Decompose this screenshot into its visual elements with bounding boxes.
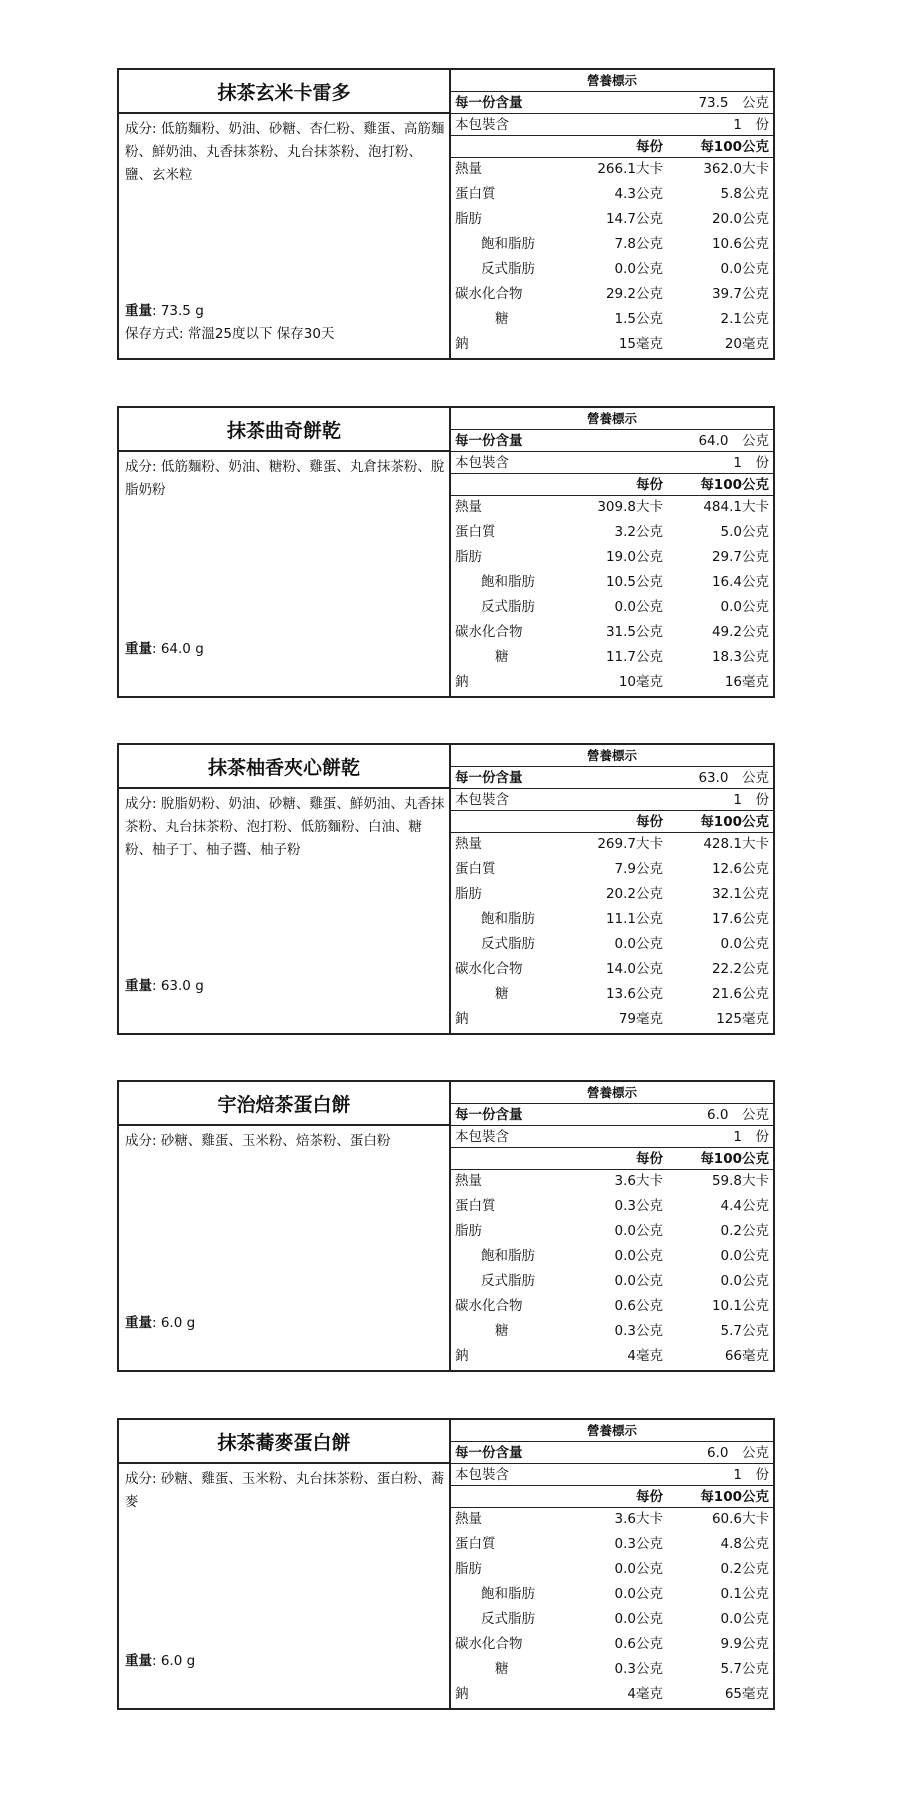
nutrient-name: 鈉	[455, 336, 469, 352]
nutrient-row	[451, 1295, 773, 1317]
nutrient-per-serving: 14.0公克	[605, 961, 663, 977]
nutrient-per-100g: 49.2公克	[711, 624, 769, 640]
nutrient-per-serving: 0.0公克	[614, 1223, 663, 1239]
serving-size-label: 每一份含量	[455, 433, 523, 449]
nutrient-per-100g: 362.0大卡	[703, 161, 769, 177]
product-title: 抹茶蕎麥蛋白餅	[119, 1420, 449, 1464]
nutrient-per-serving: 0.0公克	[614, 1248, 663, 1264]
nutrient-per-100g: 5.8公克	[720, 186, 769, 202]
serving-size-row	[451, 1442, 773, 1464]
nutrient-row	[451, 183, 773, 205]
weight-value: : 63.0 g	[152, 978, 204, 994]
nutrient-per-100g: 4.8公克	[720, 1536, 769, 1552]
nutrient-name: 脂肪	[455, 1223, 482, 1239]
nutrient-per-serving: 0.3公克	[614, 1536, 663, 1552]
nutrient-row	[451, 571, 773, 593]
nutrient-name: 脂肪	[455, 549, 482, 565]
nutrient-row	[451, 983, 773, 1005]
nutrient-row	[451, 1583, 773, 1605]
per-100g-header: 每100公克	[700, 139, 769, 155]
product-label	[117, 68, 775, 360]
nutrient-name: 反式脂肪	[481, 1273, 535, 1289]
servings-per-pack-label: 本包裝含	[455, 1467, 509, 1483]
nutrient-name: 反式脂肪	[481, 599, 535, 615]
nutrition-header: 營養標示	[451, 70, 773, 92]
serving-size-value: 64.0 公克	[698, 433, 769, 449]
nutrient-per-100g: 0.0公克	[720, 1273, 769, 1289]
weight-value: : 6.0 g	[152, 1653, 196, 1669]
nutrient-per-100g: 59.8大卡	[711, 1173, 769, 1189]
serving-size-row	[451, 767, 773, 789]
nutrient-name: 熱量	[455, 836, 482, 852]
nutrient-name: 蛋白質	[455, 186, 496, 202]
nutrient-name: 蛋白質	[455, 861, 496, 877]
nutrient-per-serving: 3.2公克	[614, 524, 663, 540]
product-title: 抹茶玄米卡雷多	[119, 70, 449, 114]
servings-per-pack-row	[451, 1464, 773, 1486]
product-footer	[125, 638, 445, 661]
nutrient-per-serving: 79毫克	[618, 1011, 663, 1027]
nutrient-per-serving: 0.6公克	[614, 1636, 663, 1652]
nutrient-row	[451, 1220, 773, 1242]
per-100g-header: 每100公克	[700, 1489, 769, 1505]
nutrient-per-100g: 29.7公克	[711, 549, 769, 565]
nutrient-per-serving: 4.3公克	[614, 186, 663, 202]
nutrient-row	[451, 208, 773, 230]
nutrient-row	[451, 646, 773, 668]
weight-line	[125, 975, 445, 998]
nutrient-row	[451, 1008, 773, 1030]
nutrient-name: 脂肪	[455, 1561, 482, 1577]
nutrient-row	[451, 621, 773, 643]
nutrient-per-100g: 125毫克	[716, 1011, 769, 1027]
nutrient-row	[451, 1658, 773, 1680]
nutrient-row	[451, 1633, 773, 1655]
servings-per-pack-row	[451, 789, 773, 811]
nutrient-name: 鈉	[455, 1011, 469, 1027]
nutrition-header: 營養標示	[451, 408, 773, 430]
nutrient-per-serving: 0.0公克	[614, 1561, 663, 1577]
nutrient-name: 熱量	[455, 499, 482, 515]
nutrient-name: 飽和脂肪	[481, 236, 535, 252]
nutrient-name: 飽和脂肪	[481, 1586, 535, 1602]
product-info	[119, 408, 451, 696]
nutrient-per-serving: 31.5公克	[605, 624, 663, 640]
nutrient-per-serving: 3.6大卡	[614, 1511, 663, 1527]
nutrient-row	[451, 233, 773, 255]
nutrient-name: 飽和脂肪	[481, 1248, 535, 1264]
nutrient-per-serving: 3.6大卡	[614, 1173, 663, 1189]
nutrient-per-serving: 0.3公克	[614, 1198, 663, 1214]
product-info	[119, 1082, 451, 1370]
nutrient-per-100g: 21.6公克	[711, 986, 769, 1002]
nutrient-row	[451, 1245, 773, 1267]
servings-per-pack-row	[451, 452, 773, 474]
per-serving-header: 每份	[636, 139, 663, 155]
nutrient-per-100g: 0.2公克	[720, 1561, 769, 1577]
weight-line	[125, 300, 445, 323]
nutrient-per-serving: 4毫克	[627, 1686, 663, 1702]
weight-label: 重量	[125, 641, 152, 657]
nutrient-per-100g: 5.7公克	[720, 1323, 769, 1339]
nutrient-name: 熱量	[455, 161, 482, 177]
nutrient-per-100g: 10.6公克	[711, 236, 769, 252]
ingredients-text: 成分: 脫脂奶粉、奶油、砂糖、雞蛋、鮮奶油、丸香抹茶粉、丸台抹茶粉、泡打粉、低筋麵粉、白油、糖粉、柚子丁、柚子醬、柚子粉	[125, 796, 445, 858]
nutrient-per-serving: 0.3公克	[614, 1323, 663, 1339]
nutrient-per-100g: 0.0公克	[720, 599, 769, 615]
servings-per-pack-value: 1 份	[733, 1129, 769, 1145]
serving-size-row	[451, 1104, 773, 1126]
nutrient-name: 反式脂肪	[481, 261, 535, 277]
per-serving-header: 每份	[636, 814, 663, 830]
nutrition-header: 營養標示	[451, 1082, 773, 1104]
per-100g-header: 每100公克	[700, 477, 769, 493]
serving-size-label: 每一份含量	[455, 770, 523, 786]
nutrient-per-100g: 22.2公克	[711, 961, 769, 977]
column-header-row	[451, 811, 773, 833]
nutrient-per-serving: 10毫克	[618, 674, 663, 690]
nutrient-per-100g: 0.2公克	[720, 1223, 769, 1239]
nutrient-row	[451, 933, 773, 955]
nutrient-row	[451, 596, 773, 618]
weight-line	[125, 1650, 445, 1673]
nutrient-name: 糖	[495, 1323, 509, 1339]
product-label	[117, 743, 775, 1035]
product-label	[117, 406, 775, 698]
per-100g-header: 每100公克	[700, 814, 769, 830]
nutrition-table	[451, 745, 773, 1033]
nutrient-per-100g: 66毫克	[724, 1348, 769, 1364]
weight-value: : 64.0 g	[152, 641, 204, 657]
product-title: 抹茶柚香夾心餅乾	[119, 745, 449, 789]
nutrient-name: 鈉	[455, 674, 469, 690]
nutrient-per-serving: 19.0公克	[605, 549, 663, 565]
nutrient-per-serving: 0.0公克	[614, 599, 663, 615]
nutrient-row	[451, 833, 773, 855]
nutrient-per-serving: 13.6公克	[605, 986, 663, 1002]
nutrient-row	[451, 283, 773, 305]
weight-value: : 6.0 g	[152, 1315, 196, 1331]
weight-label: 重量	[125, 303, 152, 319]
serving-size-label: 每一份含量	[455, 95, 523, 111]
nutrient-row	[451, 883, 773, 905]
nutrient-row	[451, 1170, 773, 1192]
nutrient-row	[451, 1558, 773, 1580]
servings-per-pack-label: 本包裝含	[455, 455, 509, 471]
product-footer	[125, 300, 445, 346]
nutrient-per-serving: 0.0公克	[614, 936, 663, 952]
nutrient-per-serving: 0.3公克	[614, 1661, 663, 1677]
nutrient-per-serving: 1.5公克	[614, 311, 663, 327]
servings-per-pack-value: 1 份	[733, 1467, 769, 1483]
nutrient-per-100g: 4.4公克	[720, 1198, 769, 1214]
nutrient-per-100g: 20毫克	[724, 336, 769, 352]
per-serving-header: 每份	[636, 1151, 663, 1167]
nutrient-per-100g: 5.0公克	[720, 524, 769, 540]
nutrient-name: 糖	[495, 649, 509, 665]
nutrient-name: 蛋白質	[455, 524, 496, 540]
weight-line	[125, 638, 445, 661]
nutrient-per-serving: 7.8公克	[614, 236, 663, 252]
product-info	[119, 745, 451, 1033]
servings-per-pack-value: 1 份	[733, 792, 769, 808]
weight-value: : 73.5 g	[152, 303, 204, 319]
nutrient-row	[451, 1533, 773, 1555]
nutrient-name: 碳水化合物	[455, 1298, 523, 1314]
nutrient-per-serving: 4毫克	[627, 1348, 663, 1364]
nutrient-row	[451, 546, 773, 568]
serving-size-value: 6.0 公克	[707, 1107, 769, 1123]
nutrient-row	[451, 258, 773, 280]
nutrient-per-serving: 0.6公克	[614, 1298, 663, 1314]
serving-size-label: 每一份含量	[455, 1107, 523, 1123]
nutrient-row	[451, 1320, 773, 1342]
nutrient-row	[451, 958, 773, 980]
nutrient-row	[451, 671, 773, 693]
nutrient-per-100g: 0.0公克	[720, 936, 769, 952]
weight-line	[125, 1312, 445, 1335]
nutrient-per-100g: 2.1公克	[720, 311, 769, 327]
nutrition-table	[451, 1082, 773, 1370]
nutrient-per-100g: 32.1公克	[711, 886, 769, 902]
servings-per-pack-row	[451, 1126, 773, 1148]
servings-per-pack-label: 本包裝含	[455, 1129, 509, 1145]
product-label	[117, 1080, 775, 1372]
product-label	[117, 1418, 775, 1710]
nutrient-per-serving: 269.7大卡	[597, 836, 663, 852]
nutrient-per-100g: 65毫克	[724, 1686, 769, 1702]
nutrient-name: 糖	[495, 311, 509, 327]
nutrient-per-100g: 16毫克	[724, 674, 769, 690]
weight-label: 重量	[125, 978, 152, 994]
nutrient-per-serving: 0.0公克	[614, 261, 663, 277]
servings-per-pack-label: 本包裝含	[455, 792, 509, 808]
nutrient-name: 糖	[495, 986, 509, 1002]
nutrient-row	[451, 158, 773, 180]
nutrient-name: 碳水化合物	[455, 1636, 523, 1652]
serving-size-value: 6.0 公克	[707, 1445, 769, 1461]
nutrient-name: 鈉	[455, 1686, 469, 1702]
nutrient-per-100g: 12.6公克	[711, 861, 769, 877]
nutrient-name: 飽和脂肪	[481, 574, 535, 590]
nutrition-header: 營養標示	[451, 745, 773, 767]
product-title: 宇治焙茶蛋白餅	[119, 1082, 449, 1126]
weight-label: 重量	[125, 1653, 152, 1669]
nutrient-name: 蛋白質	[455, 1198, 496, 1214]
nutrition-header: 營養標示	[451, 1420, 773, 1442]
nutrient-per-serving: 29.2公克	[605, 286, 663, 302]
product-title: 抹茶曲奇餅乾	[119, 408, 449, 452]
nutrient-per-serving: 11.1公克	[605, 911, 663, 927]
per-serving-header: 每份	[636, 1489, 663, 1505]
ingredients-text: 成分: 砂糖、雞蛋、玉米粉、焙茶粉、蛋白粉	[125, 1133, 391, 1149]
nutrient-row	[451, 1508, 773, 1530]
column-header-row	[451, 136, 773, 158]
nutrient-per-100g: 60.6大卡	[711, 1511, 769, 1527]
nutrient-row	[451, 521, 773, 543]
per-serving-header: 每份	[636, 477, 663, 493]
nutrient-per-serving: 0.0公克	[614, 1586, 663, 1602]
nutrient-name: 反式脂肪	[481, 936, 535, 952]
column-header-row	[451, 474, 773, 496]
product-footer	[125, 975, 445, 998]
nutrient-per-100g: 20.0公克	[711, 211, 769, 227]
nutrient-per-serving: 0.0公克	[614, 1273, 663, 1289]
ingredients-text: 成分: 低筋麵粉、奶油、砂糖、杏仁粉、雞蛋、高筋麵粉、鮮奶油、丸香抹茶粉、丸台抹茶粉、泡打粉、鹽、玄米粒	[125, 121, 445, 183]
nutrient-name: 熱量	[455, 1511, 482, 1527]
storage-text: 保存方式: 常溫25度以下 保存30天	[125, 326, 335, 342]
nutrient-per-100g: 428.1大卡	[703, 836, 769, 852]
nutrient-row	[451, 1345, 773, 1367]
nutrient-row	[451, 908, 773, 930]
serving-size-row	[451, 430, 773, 452]
nutrient-per-100g: 5.7公克	[720, 1661, 769, 1677]
nutrition-table	[451, 70, 773, 358]
servings-per-pack-value: 1 份	[733, 455, 769, 471]
nutrient-per-100g: 10.1公克	[711, 1298, 769, 1314]
nutrient-per-100g: 0.0公克	[720, 1248, 769, 1264]
nutrient-per-serving: 266.1大卡	[597, 161, 663, 177]
nutrient-per-100g: 0.0公克	[720, 1611, 769, 1627]
nutrient-name: 碳水化合物	[455, 624, 523, 640]
ingredients-text: 成分: 砂糖、雞蛋、玉米粉、丸台抹茶粉、蛋白粉、蕎麥	[125, 1471, 445, 1510]
nutrient-per-100g: 39.7公克	[711, 286, 769, 302]
ingredients-text: 成分: 低筋麵粉、奶油、糖粉、雞蛋、丸倉抹茶粉、脫脂奶粉	[125, 459, 445, 498]
servings-per-pack-label: 本包裝含	[455, 117, 509, 133]
column-header-row	[451, 1486, 773, 1508]
serving-size-row	[451, 92, 773, 114]
nutrient-name: 鈉	[455, 1348, 469, 1364]
nutrient-per-serving: 15毫克	[618, 336, 663, 352]
nutrient-per-100g: 484.1大卡	[703, 499, 769, 515]
nutrient-per-serving: 7.9公克	[614, 861, 663, 877]
nutrient-row	[451, 1683, 773, 1705]
nutrient-per-serving: 309.8大卡	[597, 499, 663, 515]
nutrient-per-100g: 9.9公克	[720, 1636, 769, 1652]
nutrient-per-100g: 0.1公克	[720, 1586, 769, 1602]
nutrient-row	[451, 1608, 773, 1630]
nutrient-name: 飽和脂肪	[481, 911, 535, 927]
nutrient-per-serving: 14.7公克	[605, 211, 663, 227]
nutrient-row	[451, 1195, 773, 1217]
nutrient-per-100g: 0.0公克	[720, 261, 769, 277]
nutrient-name: 蛋白質	[455, 1536, 496, 1552]
nutrient-per-100g: 18.3公克	[711, 649, 769, 665]
nutrient-name: 糖	[495, 1661, 509, 1677]
nutrient-name: 碳水化合物	[455, 961, 523, 977]
nutrient-name: 脂肪	[455, 211, 482, 227]
serving-size-label: 每一份含量	[455, 1445, 523, 1461]
product-footer	[125, 1312, 445, 1335]
nutrient-name: 碳水化合物	[455, 286, 523, 302]
weight-label: 重量	[125, 1315, 152, 1331]
nutrient-per-100g: 17.6公克	[711, 911, 769, 927]
nutrient-name: 反式脂肪	[481, 1611, 535, 1627]
nutrient-per-serving: 10.5公克	[605, 574, 663, 590]
column-header-row	[451, 1148, 773, 1170]
nutrient-row	[451, 496, 773, 518]
nutrient-row	[451, 1270, 773, 1292]
product-info	[119, 70, 451, 358]
nutrition-table	[451, 408, 773, 696]
nutrient-row	[451, 858, 773, 880]
nutrition-table	[451, 1420, 773, 1708]
nutrient-name: 脂肪	[455, 886, 482, 902]
per-100g-header: 每100公克	[700, 1151, 769, 1167]
nutrient-per-serving: 20.2公克	[605, 886, 663, 902]
nutrient-per-serving: 11.7公克	[605, 649, 663, 665]
servings-per-pack-value: 1 份	[733, 117, 769, 133]
servings-per-pack-row	[451, 114, 773, 136]
product-info	[119, 1420, 451, 1708]
serving-size-value: 63.0 公克	[698, 770, 769, 786]
product-footer	[125, 1650, 445, 1673]
nutrient-name: 熱量	[455, 1173, 482, 1189]
nutrient-per-serving: 0.0公克	[614, 1611, 663, 1627]
nutrient-row	[451, 333, 773, 355]
nutrient-per-100g: 16.4公克	[711, 574, 769, 590]
serving-size-value: 73.5 公克	[698, 95, 769, 111]
nutrient-row	[451, 308, 773, 330]
